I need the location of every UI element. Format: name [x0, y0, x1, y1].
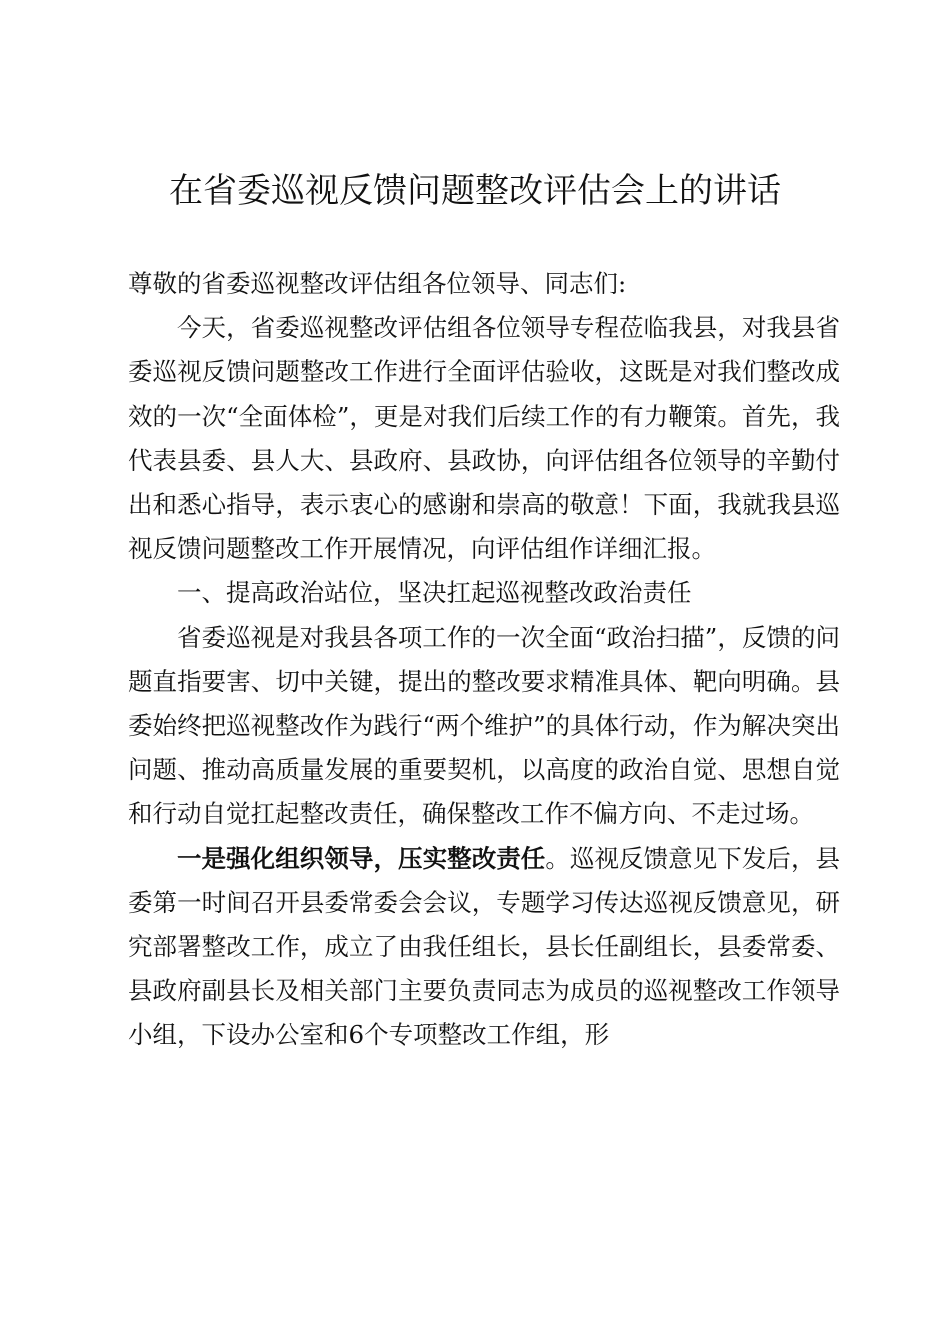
section-heading-one: 一、提高政治站位，坚决扛起巡视整改政治责任	[177, 578, 692, 608]
document-body	[128, 262, 840, 1058]
paragraph-intro: 今天，省委巡视整改评估组各位领导专程莅临我县，对我县省委巡视反馈问题整改工作进行全面评估验收，这既是对我们整改成效的一次“全面体检”，更是对我们后续工作的有力鞭策。首先，我代表县委、县人大、县政府、县政协，向评估组各位领导的辛勤付出和悉心指导，表示衷心的感谢和崇高的敬意！下面，我就我县巡视反馈问题整改工作开展情况，向评估组作详细汇报。	[128, 313, 840, 564]
paragraph-section-one: 省委巡视是对我县各项工作的一次全面“政治扫描”，反馈的问题直指要害、切中关键，提出的整改要求精准具体、靶向明确。县委始终把巡视整改作为践行“两个维护”的具体行动，作为解决突出问题、推动高质量发展的重要契机，以高度的政治自觉、思想自觉和行动自觉扛起整改责任，确保整改工作不偏方向、不走过场。	[128, 622, 840, 829]
paragraph-point-one	[128, 837, 840, 1058]
point-one-text: 。巡视反馈意见下发后，县委第一时间召开县委常委会会议，专题学习传达巡视反馈意见，研究部署整改工作，成立了由我任组长，县长任副组长，县委常委、县政府副县长及相关部门主要负责同志为成员的巡视整改工作领导小组，下设办公室和6个专项整改工作组，形	[128, 843, 841, 1050]
document-title: 在省委巡视反馈问题整改评估会上的讲话	[169, 171, 781, 211]
point-one-heading: 一是强化组织领导，压实整改责任	[177, 843, 546, 873]
salutation: 尊敬的省委巡视整改评估组各位领导、同志们:	[128, 269, 627, 298]
